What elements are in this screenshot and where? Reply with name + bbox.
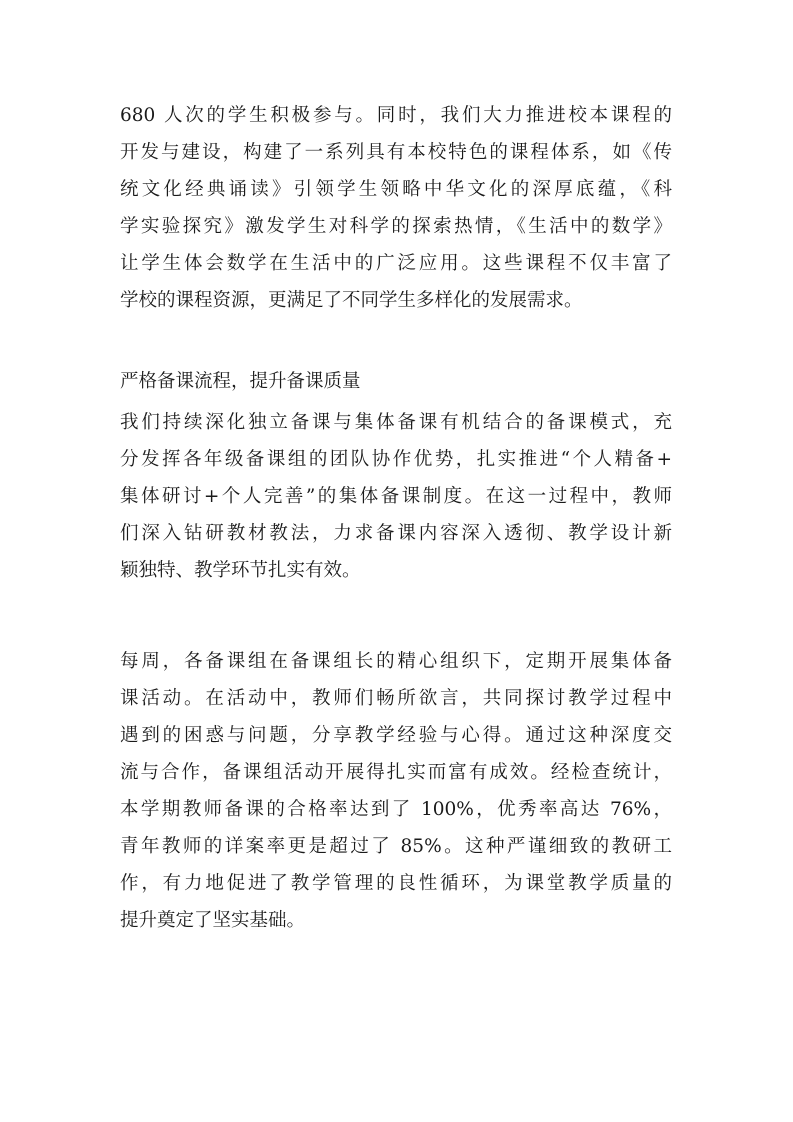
paragraph-2-line-1: 我们持续深化独立备课与集体备课有机结合的备课模式，充 [120,412,672,433]
paragraph-3-line-3: 遇到的困惑与问题，分享教学经验与心得。通过这种深度交 [120,725,672,746]
paragraph-3-line-7: 作，有力地促进了教学管理的良性循环，为课堂教学质量的 [120,873,672,894]
paragraph-3-line-1: 每周，各备课组在备课组长的精心组织下，定期开展集体备 [120,651,672,672]
paragraph-2-line-5: 颖独特、教学环节扎实有效。 [120,560,361,581]
paragraph-1-line-4: 学实验探究》激发学生对科学的探索热情，《生活中的数学》 [120,216,672,237]
paragraph-3-line-4: 流与合作，备课组活动开展得扎实而富有成效。经检查统计， [120,762,672,783]
paragraph-1-line-5: 让学生体会数学在生活中的广泛应用。这些课程不仅丰富了 [120,253,672,274]
paragraph-1-line-2: 开发与建设，构建了一系列具有本校特色的课程体系，如《传 [120,142,672,163]
paragraph-3-line-5: 本学期教师备课的合格率达到了 100%，优秀率高达 76%， [120,799,672,820]
paragraph-2-line-3: 集体研讨+个人完善”的集体备课制度。在这一过程中，教师 [120,486,672,507]
paragraph-2-line-4: 们深入钻研教材教法，力求备课内容深入透彻、教学设计新 [120,523,672,544]
paragraph-1-line-6: 学校的课程资源，更满足了不同学生多样化的发展需求。 [120,290,583,311]
paragraph-3-line-6: 青年教师的详案率更是超过了 85%。这种严谨细致的教研工 [120,836,672,857]
paragraph-3-line-8: 提升奠定了坚实基础。 [120,910,306,931]
paragraph-1-line-3: 统文化经典诵读》引领学生领略中华文化的深厚底蕴，《科 [120,179,672,200]
paragraph-1-line-1: 680 人次的学生积极参与。同时，我们大力推进校本课程的 [120,105,672,126]
paragraph-2-line-2: 分发挥各年级备课组的团队协作优势，扎实推进“个人精备+ [120,449,672,470]
section-heading: 严格备课流程，提升备课质量 [120,371,361,392]
paragraph-3-line-2: 课活动。在活动中，教师们畅所欲言，共同探讨教学过程中 [120,688,672,709]
